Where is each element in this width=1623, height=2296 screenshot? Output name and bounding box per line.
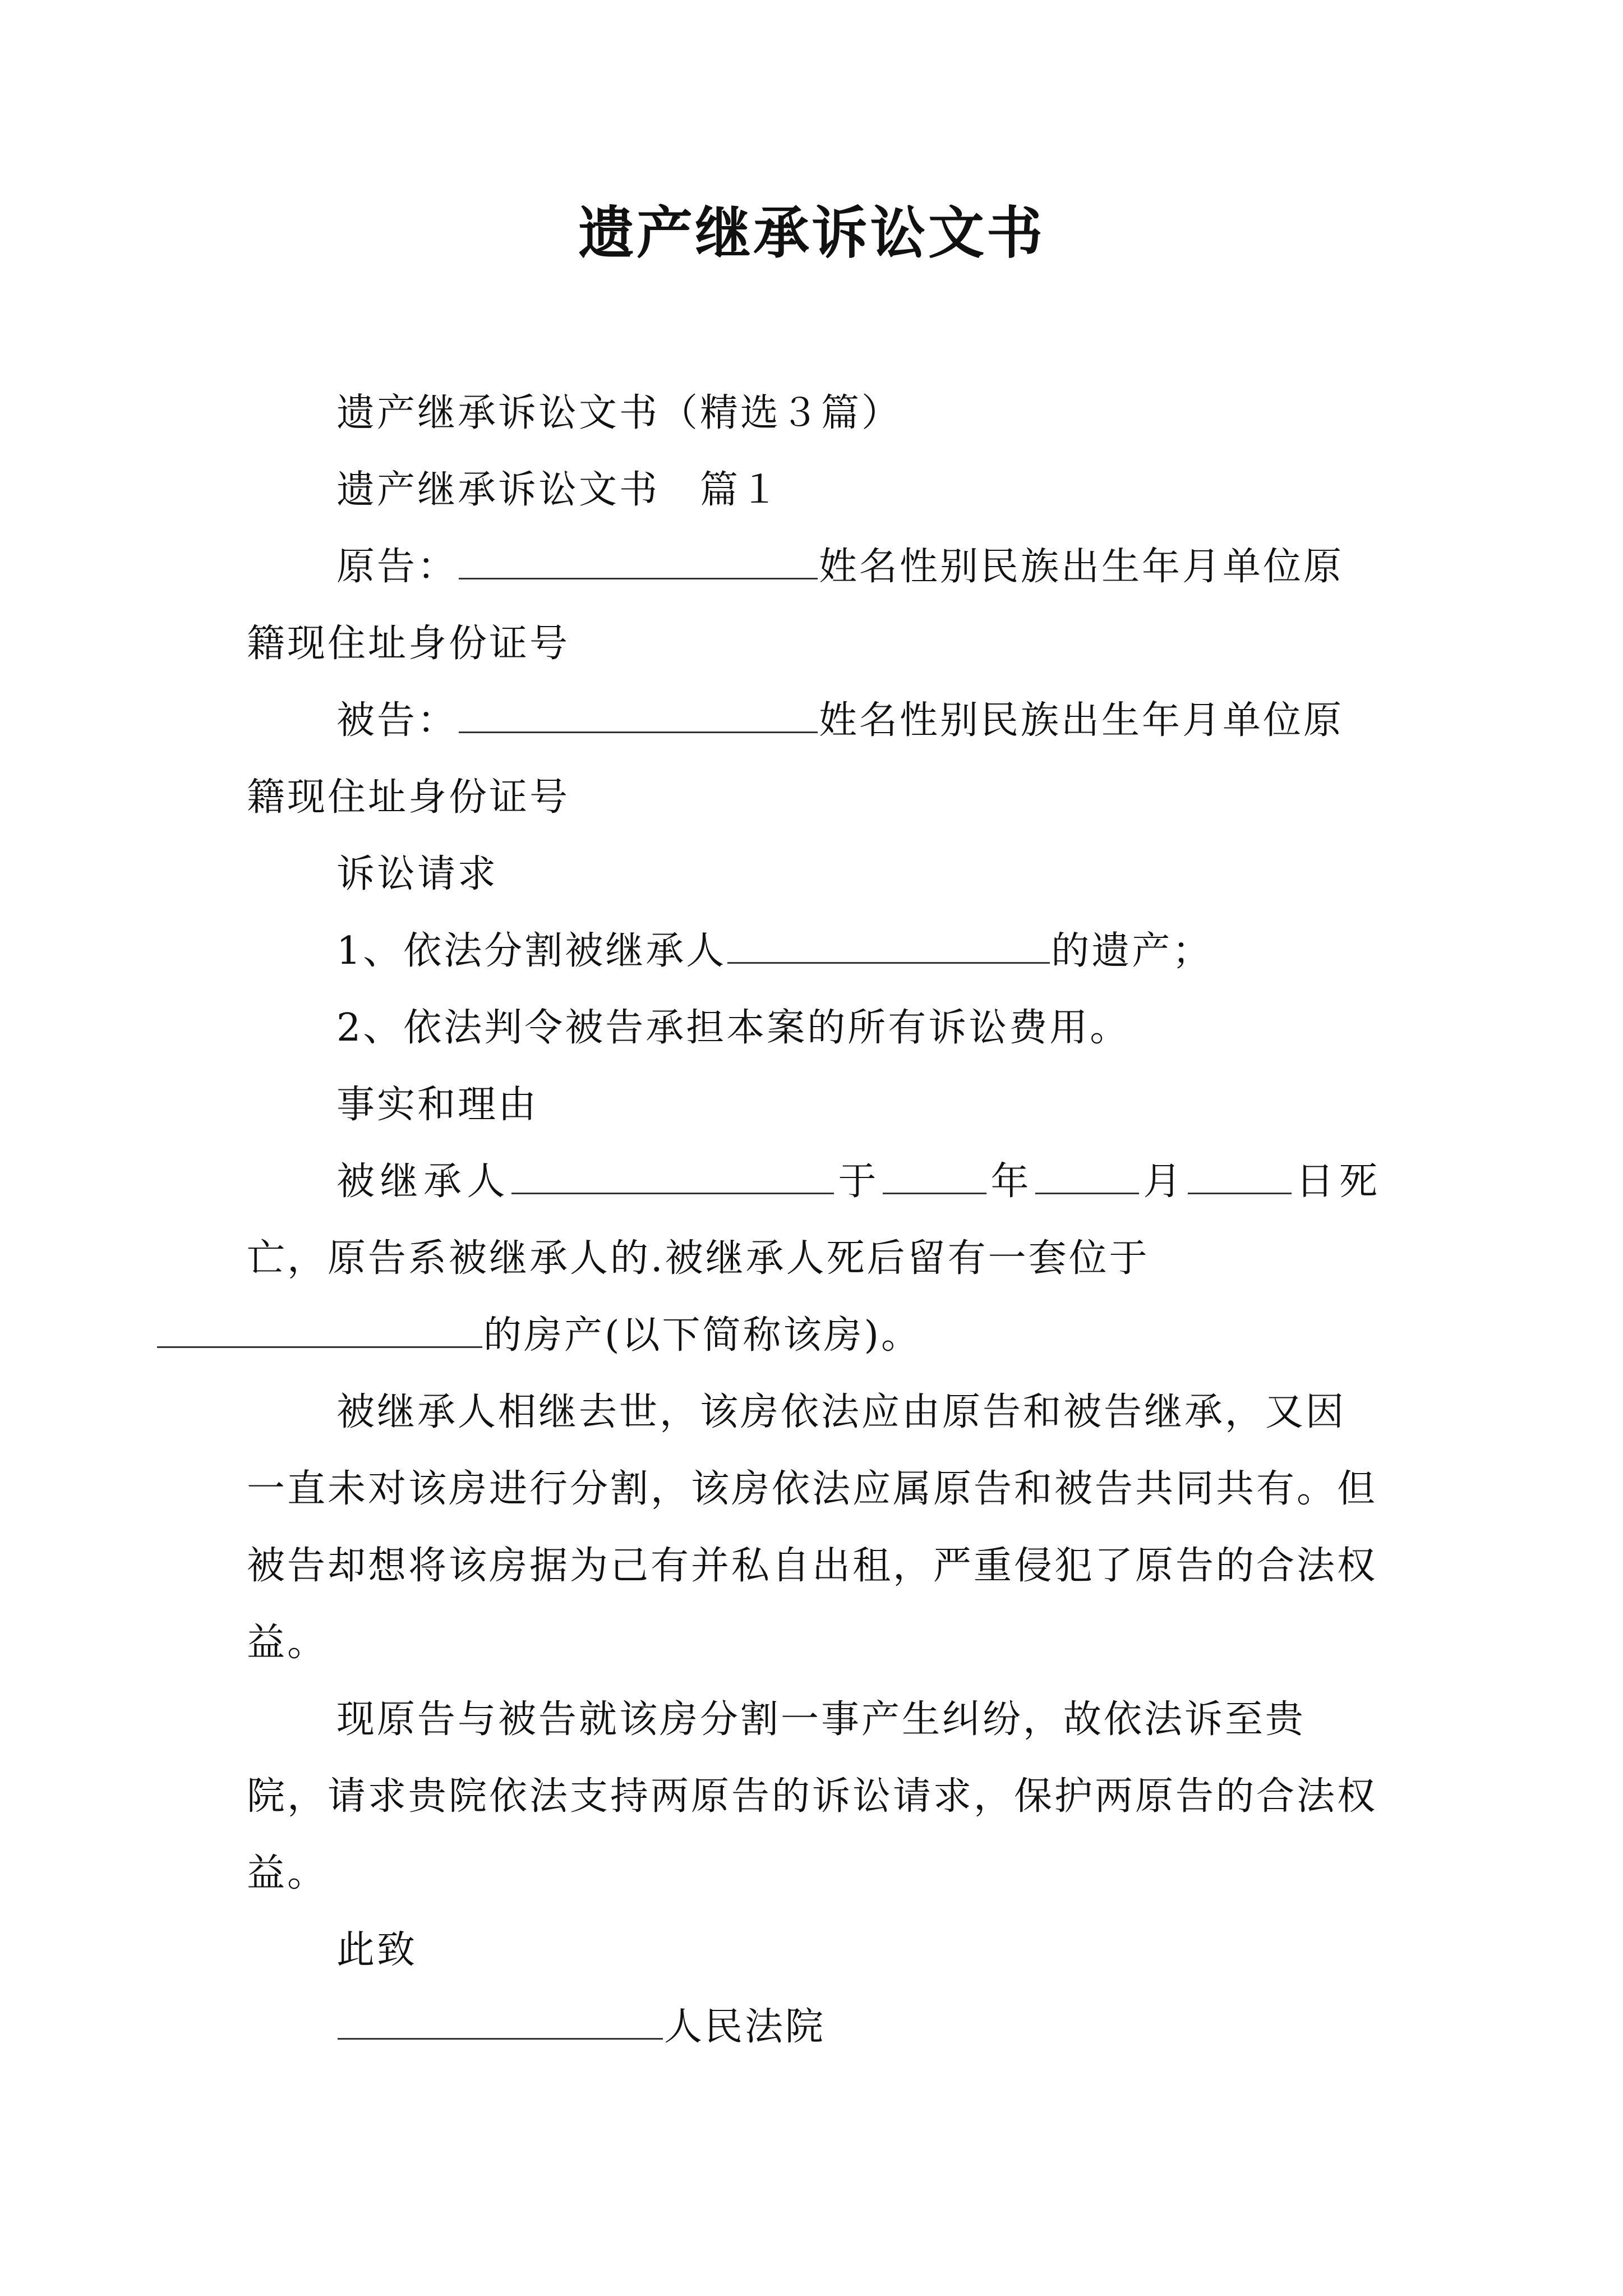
plaintiff-fields: 姓名性别民族出生年月单位原籍现住址身份证号 bbox=[247, 545, 1344, 666]
defendant-paragraph bbox=[247, 682, 1380, 836]
facts-1-f: 的房产(以下简称该房)。 bbox=[483, 1313, 922, 1358]
month-blank bbox=[1035, 1158, 1139, 1194]
closing-to: 此致 bbox=[336, 1928, 418, 1972]
decedent-name-blank bbox=[727, 927, 1050, 964]
defendant-label: 被告： bbox=[336, 698, 458, 743]
day-blank bbox=[1188, 1158, 1292, 1194]
facts-1-e: 日死亡，原告系被继承人的.被继承人死后留有一套位于 bbox=[247, 1159, 1380, 1281]
facts-paragraph-1 bbox=[247, 1143, 1380, 1374]
claim-2: 2、依法判令被告承担本案的所有诉讼费用。 bbox=[336, 1006, 1131, 1050]
decedent-blank bbox=[511, 1158, 834, 1194]
plaintiff-paragraph bbox=[247, 528, 1380, 682]
plaintiff-label: 原告： bbox=[336, 545, 458, 589]
facts-1-c: 年 bbox=[987, 1159, 1034, 1204]
court-line bbox=[247, 1989, 1380, 2065]
document-subtitle: 遗产继承诉讼文书（精选３篇） bbox=[336, 391, 902, 435]
facts-heading: 事实和理由 bbox=[336, 1083, 539, 1127]
claim-1 bbox=[247, 913, 1380, 990]
facts-paragraph-3: 现原告与被告就该房分割一事产生纠纷，故依法诉至贵院，请求贵院依法支持两原告的诉讼请求，保护两原告的合法权益。 bbox=[247, 1697, 1378, 1895]
facts-1-a: 被继承人 bbox=[336, 1159, 510, 1204]
court-name-blank bbox=[338, 2003, 663, 2040]
facts-paragraph-2: 被继承人相继去世，该房依法应由原告和被告继承，又因一直未对该房进行分割，该房依法应属原告和被告共同共有。但被告却想将该房据为己有并私自出租，严重侵犯了原告的合法权益。 bbox=[247, 1390, 1378, 1665]
facts-1-b: 于 bbox=[834, 1159, 882, 1204]
defendant-fields: 姓名性别民族出生年月单位原籍现住址身份证号 bbox=[247, 698, 1344, 820]
property-location-blank bbox=[157, 1312, 482, 1348]
claim-1-prefix: 1、依法分割被继承人 bbox=[336, 929, 727, 973]
document-title: 遗产继承诉讼文书 bbox=[578, 200, 1045, 266]
court-suffix: 人民法院 bbox=[664, 2005, 826, 2049]
document-body bbox=[247, 375, 1380, 2065]
plaintiff-blank bbox=[459, 543, 818, 579]
defendant-blank bbox=[459, 697, 818, 733]
year-blank bbox=[883, 1158, 986, 1194]
facts-1-d: 月 bbox=[1140, 1159, 1187, 1204]
section-heading: 遗产继承诉讼文书 篇１ bbox=[336, 468, 781, 512]
claims-heading: 诉讼请求 bbox=[336, 852, 499, 896]
claim-1-suffix: 的遗产； bbox=[1051, 929, 1213, 973]
